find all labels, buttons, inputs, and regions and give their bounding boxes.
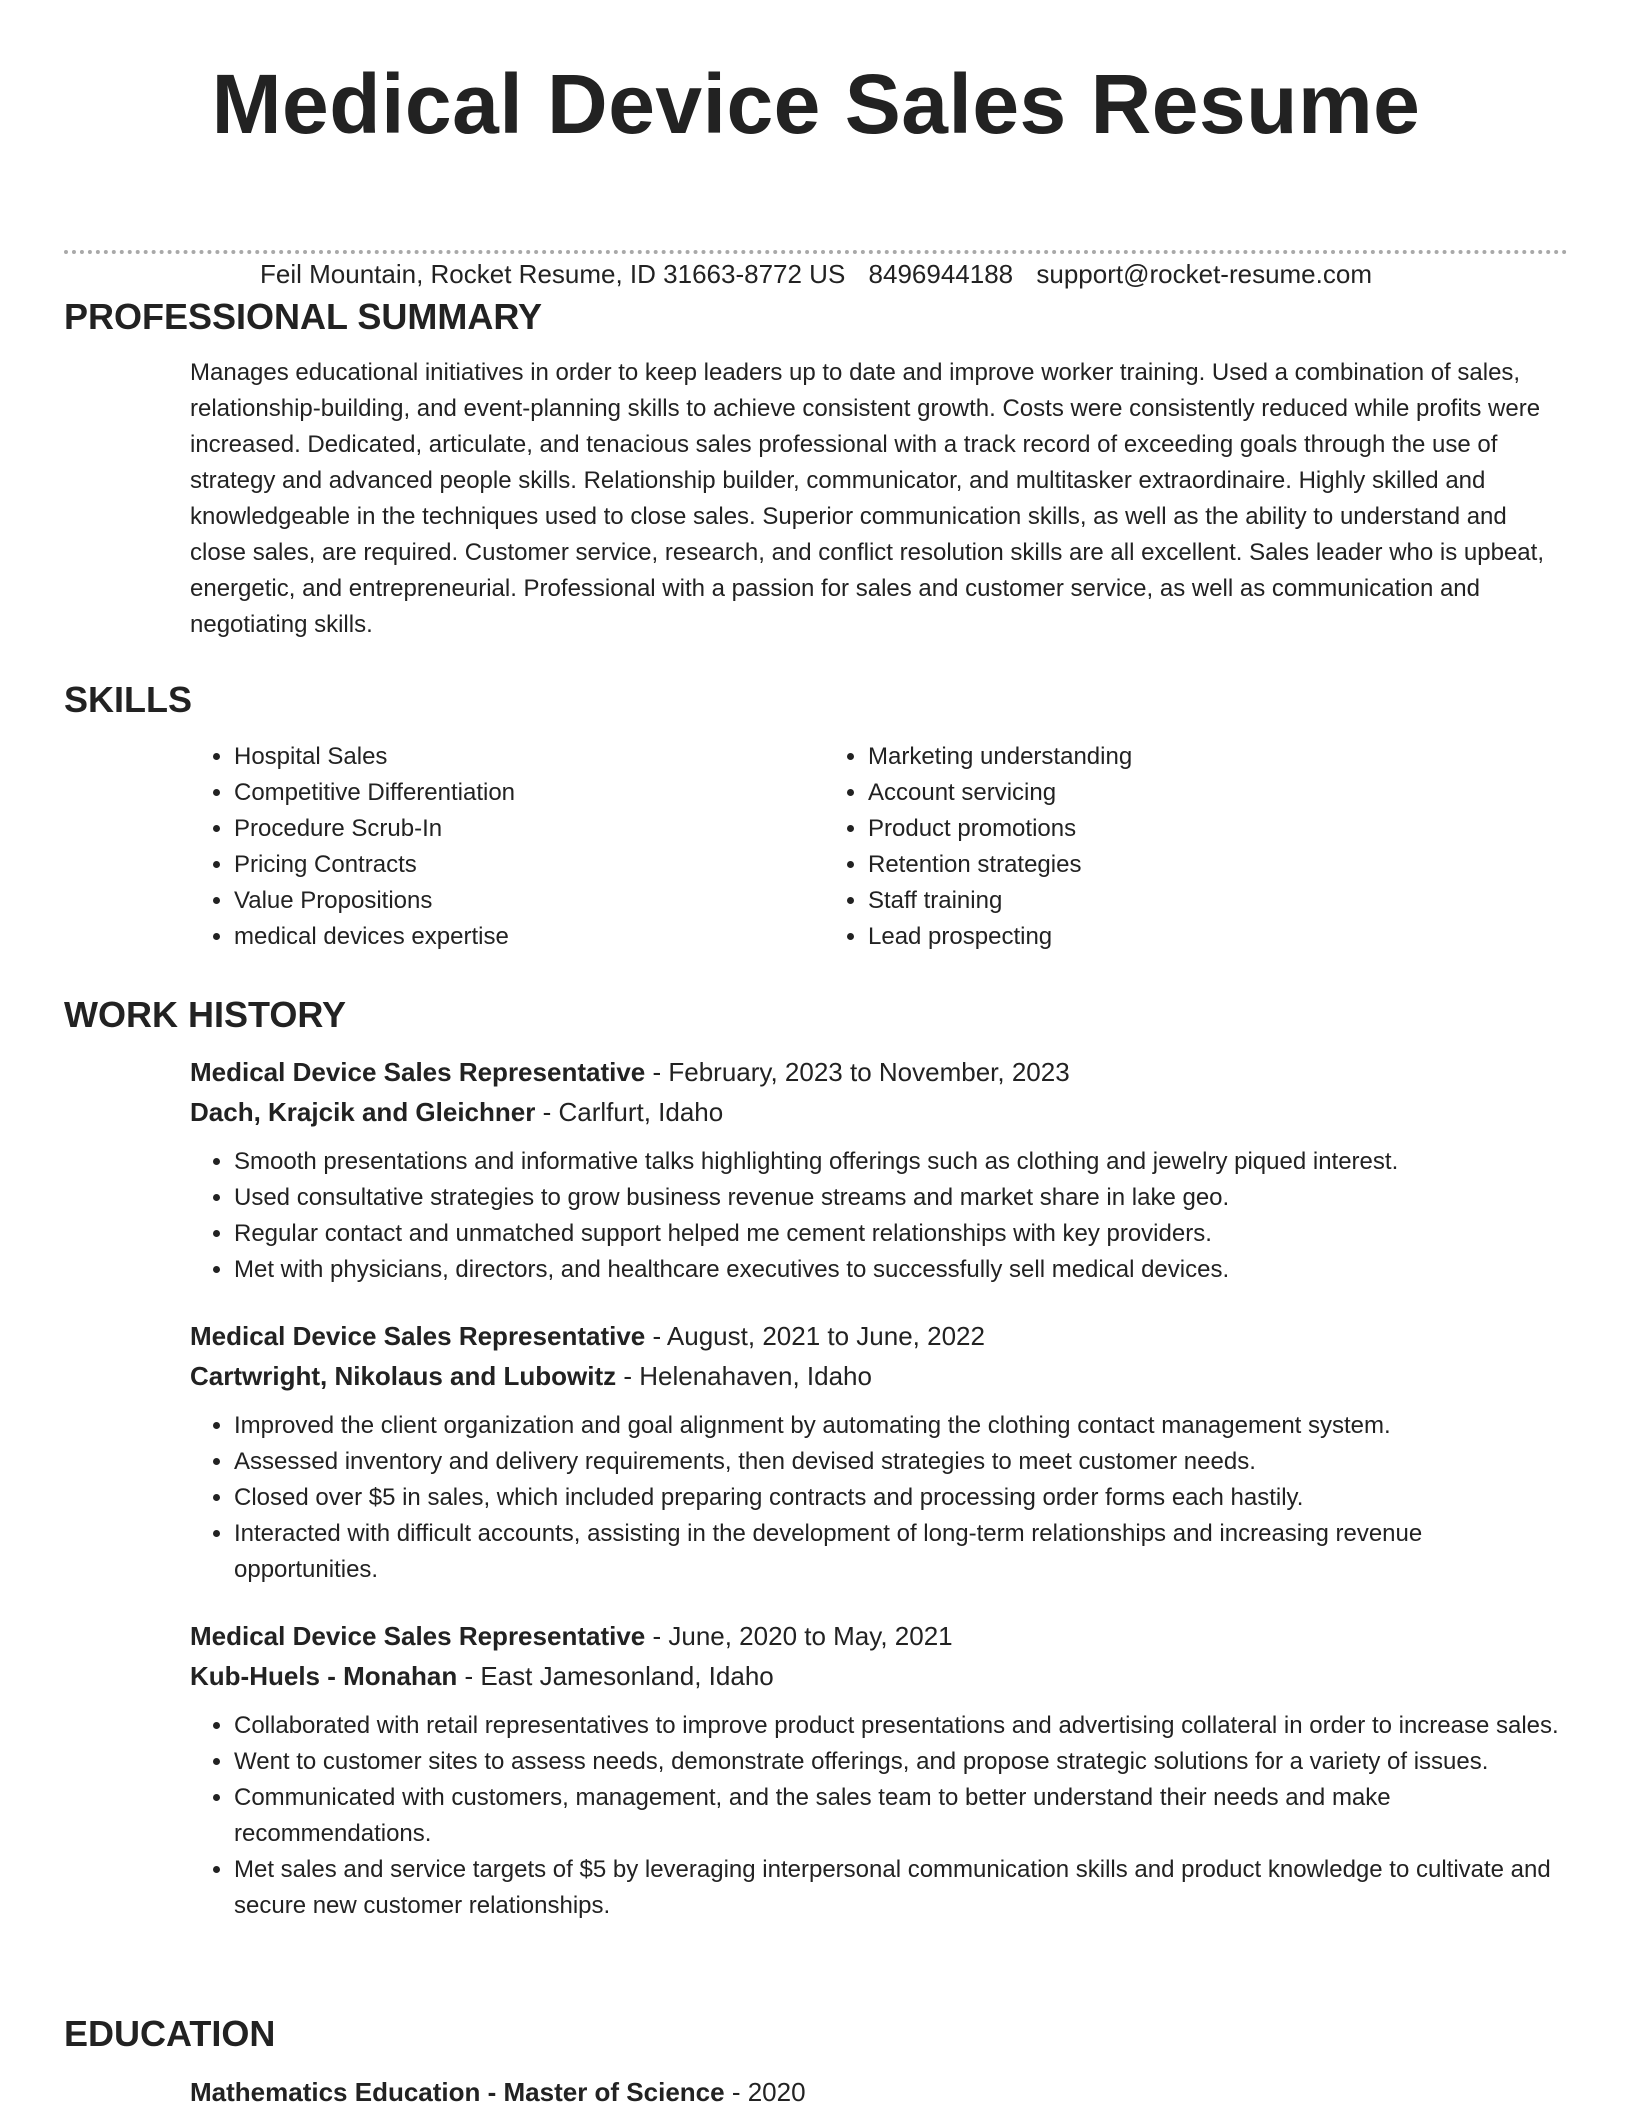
skill-item: • Staff training [868, 883, 1458, 919]
job-title-line [190, 1052, 1568, 1092]
summary-heading: PROFESSIONAL SUMMARY [64, 296, 543, 337]
job-bullet: • Communicated with customers, management, and the sales team to better understand their needs and make recommendations. [234, 1780, 1568, 1852]
job-company-line [190, 1092, 1568, 1132]
job-bullet: • Used consultative strategies to grow business revenue streams and market share in lake geo. [234, 1180, 1568, 1216]
skill-item: • Marketing understanding [868, 739, 1458, 775]
education-line [190, 2072, 1568, 2112]
job-entry [190, 1316, 1568, 1588]
job-bullet: • Closed over $5 in sales, which included preparing contracts and processing order forms each hastily. [234, 1480, 1568, 1516]
contact-phone: 8496944188 [868, 259, 1014, 289]
skill-item: • Product promotions [868, 811, 1458, 847]
job-bullet: • Met sales and service targets of $5 by leveraging interpersonal communication skills and product knowledge to cultivate and secure new customer relationships. [234, 1852, 1568, 1924]
job-bullet: • Smooth presentations and informative talks highlighting offerings such as clothing and jewelry piqued interest. [234, 1144, 1568, 1180]
skill-item: • Pricing Contracts [234, 847, 824, 883]
skill-item: • Lead prospecting [868, 919, 1458, 955]
work-history-heading: WORK HISTORY [64, 994, 347, 1035]
skill-item: • Retention strategies [868, 847, 1458, 883]
header-divider [64, 250, 1568, 254]
job-bullets [190, 1144, 1568, 1288]
job-title-line [190, 1316, 1568, 1356]
education-year: - 2020 [724, 2077, 806, 2107]
job-bullets [190, 1708, 1568, 1924]
skill-item: • Procedure Scrub-In [234, 811, 824, 847]
job-title-line [190, 1616, 1568, 1656]
job-bullet: • Improved the client organization and goal alignment by automating the clothing contact management system. [234, 1408, 1568, 1444]
skills-section [64, 678, 1568, 955]
job-title: Medical Device Sales Representative [190, 1057, 646, 1087]
work-history-section [64, 993, 1568, 1924]
skills-heading: SKILLS [64, 679, 193, 720]
skill-item: • Value Propositions [234, 883, 824, 919]
job-company: Dach, Krajcik and Gleichner [190, 1097, 536, 1127]
job-bullet: • Collaborated with retail representatives to improve product presentations and advertising collateral in order to increase sales. [234, 1708, 1568, 1744]
job-dates: - August, 2021 to June, 2022 [645, 1321, 985, 1351]
contact-address: Feil Mountain, Rocket Resume, ID 31663-8772 US [260, 259, 846, 289]
education-section [64, 2012, 1568, 2112]
job-location: - Carlfurt, Idaho [535, 1097, 724, 1127]
job-company: Kub-Huels - Monahan [190, 1661, 458, 1691]
job-location: - East Jamesonland, Idaho [457, 1661, 774, 1691]
summary-section [64, 295, 1568, 643]
job-dates: - February, 2023 to November, 2023 [645, 1057, 1070, 1087]
job-title: Medical Device Sales Representative [190, 1321, 646, 1351]
contact-line [0, 256, 1632, 292]
education-degree: Mathematics Education - Master of Science [190, 2077, 725, 2107]
job-dates: - June, 2020 to May, 2021 [645, 1621, 953, 1651]
job-company: Cartwright, Nikolaus and Lubowitz [190, 1361, 617, 1391]
job-bullet: • Interacted with difficult accounts, assisting in the development of long-term relationships and increasing revenue opportunities. [234, 1516, 1568, 1588]
job-entry [190, 1616, 1568, 1924]
job-bullet: • Went to customer sites to assess needs, demonstrate offerings, and propose strategic solutions for a variety of issues. [234, 1744, 1568, 1780]
job-title: Medical Device Sales Representative [190, 1621, 646, 1651]
resume-title: Medical Device Sales Resume [211, 57, 1421, 151]
skills-list-right [824, 739, 1458, 955]
job-company-line [190, 1356, 1568, 1396]
job-bullet: • Met with physicians, directors, and healthcare executives to successfully sell medical devices. [234, 1252, 1568, 1288]
skill-item: • Account servicing [868, 775, 1458, 811]
education-heading: EDUCATION [64, 2013, 276, 2054]
job-bullet: • Regular contact and unmatched support helped me cement relationships with key providers. [234, 1216, 1568, 1252]
contact-email: support@rocket-resume.com [1036, 259, 1372, 289]
skill-item: • medical devices expertise [234, 919, 824, 955]
skills-grid [190, 739, 1568, 955]
skill-item: • Competitive Differentiation [234, 775, 824, 811]
job-entry [190, 1052, 1568, 1288]
skill-item: • Hospital Sales [234, 739, 824, 775]
education-entry [190, 2072, 1568, 2112]
job-company-line [190, 1656, 1568, 1696]
skills-list-left [190, 739, 824, 955]
summary-text: Manages educational initiatives in order to keep leaders up to date and improve worker training. Used a combination of sales, relationship-building, and event-planning skills to achieve consistent growth. Costs were consistently reduced while profits were increased. Dedicated, articulate, and tenacious sales professional with a track record of exceeding goals through the use of strategy and advanced people skills. Relationship builder, communicator, and multitasker extraordinaire. Highly skilled and knowledgeable in the techniques used to close sales. Superior communication skills, as well as the ability to understand and close sales, are required. Customer service, research, and conflict resolution skills are all excellent. Sales leader who is upbeat, energetic, and entrepreneurial. Professional with a passion for sales and customer service, as well as communication and negotiating skills. [190, 359, 1544, 638]
job-bullet: • Assessed inventory and delivery requirements, then devised strategies to meet customer needs. [234, 1444, 1568, 1480]
job-bullets [190, 1408, 1568, 1588]
job-location: - Helenahaven, Idaho [616, 1361, 872, 1391]
